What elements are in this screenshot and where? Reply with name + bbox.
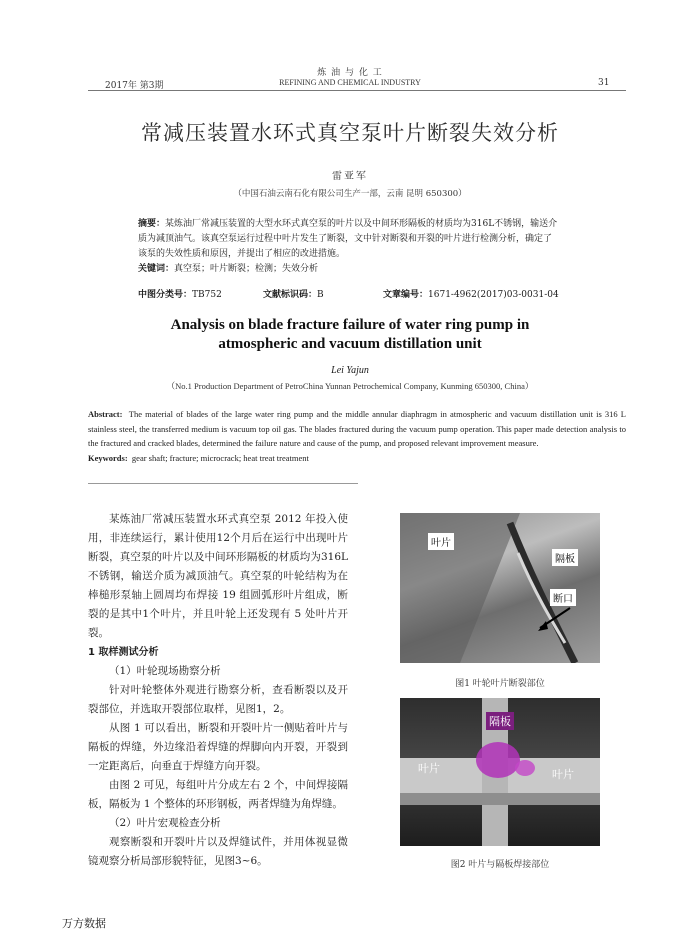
figure-1-label-plate: 隔板 xyxy=(552,549,578,566)
abstract-en-label: Abstract: xyxy=(88,409,123,419)
abstract-en xyxy=(88,407,626,465)
figure-2-photo xyxy=(400,698,600,846)
article-no-label: 文章编号： xyxy=(383,290,429,300)
keywords-en: gear shaft; fracture; microcrack; heat treat treatment xyxy=(131,452,309,463)
abstract-cn-text: 某炼油厂常减压装置的大型水环式真空泵的叶片以及中间环形隔板的材质均为316L不锈钢，输送介质为减顶油气。该真空泵运行过程中叶片发生了断裂，文中针对断裂和开裂的叶片进行检测分析，确定了该泵的失效性质和原因，并提出了相应的改进措施。 xyxy=(138,219,558,259)
paragraph: 观察断裂和开裂叶片以及焊缝试件，并用体视显微镜观察分析局部形貌特征，见图3~6。 xyxy=(88,836,348,867)
abstract-en-text: The material of blades of the large water ring pump and the middle annular diaphragm in atmospheric and vacuum distillation unit is 316 L stainless steel, the transferred medium is vacuum top oil gas. The blades fractured during the vacuum pump operation. This paper made detection analysis to the fractured and cracked blades, determined the failure nature and cause of the pump, and proposed relevant improvement measure. xyxy=(88,409,627,448)
figure-2-label-plate: 隔板 xyxy=(486,712,514,730)
affiliation-en: （No.1 Production Department of PetroChina Yunnan Petrochemical Company, Kunming 650300, China） xyxy=(166,381,534,391)
author-en: Lei Yajun xyxy=(331,365,369,376)
paragraph: 某炼油厂常减压装置水环式真空泵 2012 年投入使用，非连续运行，累计使用12个月后在运行中出现叶片断裂，真空泵的叶片以及中间环形隔板的材质均为316L不锈钢，输送介质为减顶油气。真空泵的叶轮结构为在棒槌形泵轴上圆周均布焊接 19 组圆弧形叶片组成，断裂的是其中1个叶片，并且叶轮上还发现有 5 处叶片开裂。 xyxy=(88,513,348,639)
keywords-cn: 真空泵；叶片断裂；检测；失效分析 xyxy=(174,264,319,274)
section-heading: 1 取样测试分析 xyxy=(88,647,159,658)
figure-1-label-break: 断口 xyxy=(550,589,576,606)
page-number: 31 xyxy=(598,78,610,88)
footer-watermark: 万方数据 xyxy=(62,917,106,930)
title-en: Analysis on blade fracture failure of water ring pump in atmospheric and vacuum distillation unit xyxy=(170,317,530,352)
keywords-en-label: Keywords: xyxy=(88,452,128,463)
affiliation-cn: （中国石油云南石化有限公司生产一部，云南 昆明 650300） xyxy=(233,189,467,199)
figure-1-photo xyxy=(400,513,600,663)
figure-2-label-blade-right: 叶片 xyxy=(552,768,574,781)
doc-code-label: 文献标识码： xyxy=(263,290,318,300)
header-rule xyxy=(88,90,626,91)
figure-2-caption: 图2 叶片与隔板焊接部位 xyxy=(450,860,550,870)
journal-name-cn: 炼 油 与 化 工 xyxy=(317,68,383,78)
paragraph: 从图 1 可以看出，断裂和开裂叶片一侧贴着叶片与隔板的焊缝，外边缘沿着焊缝的焊脚向内开裂，开裂到一定距离后，向垂直于焊缝方向开裂。 xyxy=(88,722,348,772)
abstract-rule xyxy=(88,483,358,484)
author-cn: 雷亚军 xyxy=(332,171,368,182)
issue-label: 2017年 第3期 xyxy=(105,81,164,91)
figure-1-label-blade: 叶片 xyxy=(428,533,454,550)
clc-line xyxy=(138,287,568,300)
clc-value: TB752 xyxy=(192,290,222,300)
keywords-cn-label: 关键词： xyxy=(138,264,175,274)
figure-2-label-blade-left: 叶片 xyxy=(418,762,440,775)
doc-code-value: B xyxy=(317,290,324,300)
article-no-value: 1671-4962(2017)03-0031-04 xyxy=(428,290,559,300)
figure-1-caption: 图1 叶轮叶片断裂部位 xyxy=(455,679,545,689)
paragraph: 针对叶轮整体外观进行勘察分析，查看断裂以及开裂部位，并选取开裂部位取样，见图1，2。 xyxy=(88,684,348,715)
abstract-cn xyxy=(138,217,558,277)
body-text xyxy=(88,510,348,871)
abstract-cn-label: 摘要： xyxy=(138,219,166,229)
subheading: （1）叶轮现场勘察分析 xyxy=(109,665,221,677)
title-cn: 常减压装置水环式真空泵叶片断裂失效分析 xyxy=(141,121,559,145)
subheading: （2）叶片宏观检查分析 xyxy=(109,817,221,829)
clc-label: 中图分类号： xyxy=(138,290,193,300)
paragraph: 由图 2 可见，每组叶片分成左右 2 个，中间焊接隔板，隔板为 1 个整体的环形钢板，两者焊缝为角焊缝。 xyxy=(88,779,348,810)
journal-name-en: REFINING AND CHEMICAL INDUSTRY xyxy=(279,78,421,87)
